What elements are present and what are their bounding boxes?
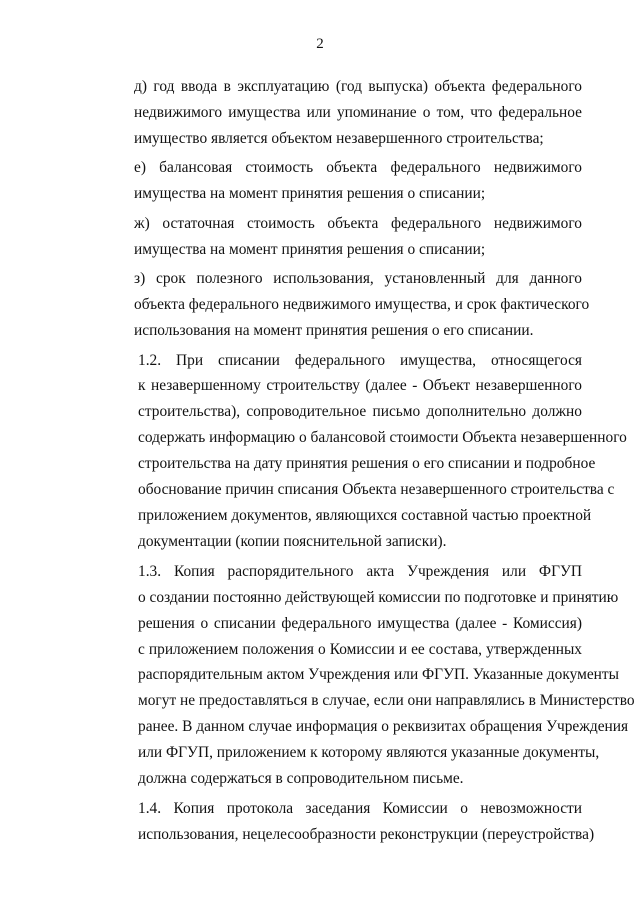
text-line: 1.2. При списании федерального имущества, относящегося	[138, 351, 582, 369]
paragraph-item-z	[90, 266, 590, 344]
paragraph-section-1-4	[90, 796, 595, 848]
text-line: строительства на дату принятия решения о его списании и подробное	[138, 455, 596, 473]
text-line: или ФГУП, приложением к которому являются указанные документы,	[138, 744, 600, 762]
text-line: имущества на момент принятия решения о списании;	[134, 185, 486, 203]
text-line: могут не предоставляться в случае, если они направлялись в Министерство	[138, 692, 635, 710]
text-line: 1.4. Копия протокола заседания Комиссии о невозможности	[138, 799, 582, 817]
paragraph-section-1-3	[90, 559, 635, 793]
text-line: распорядительным актом Учреждения или ФГУП. Указанные документы	[138, 666, 619, 684]
text-line: недвижимого имущества или упоминание о том, что федеральное	[134, 103, 582, 121]
text-line: к незавершенному строительству (далее - Объект незавершенного	[138, 377, 582, 395]
text-line: ж) остаточная стоимость объекта федерального недвижимого	[134, 214, 582, 232]
text-line: е) балансовая стоимость объекта федерального недвижимого	[134, 159, 582, 177]
text-line: имущества на момент принятия решения о списании;	[134, 240, 486, 258]
text-line: ранее. В данном случае информация о реквизитах обращения Учреждения	[138, 718, 629, 736]
text-line: 1.3. Копия распорядительного акта Учреждения или ФГУП	[138, 562, 582, 580]
page-number: 2	[316, 36, 324, 52]
text-line: с приложением положения о Комиссии и ее состава, утвержденных	[138, 640, 582, 658]
text-line: д) год ввода в эксплуатацию (год выпуска) объекта федерального	[134, 78, 582, 95]
text-line: использования на момент принятия решения о его списании.	[134, 322, 534, 340]
text-line: документации (копии пояснительной записки).	[138, 533, 447, 551]
paragraph-item-d	[90, 74, 582, 152]
paragraph-item-zh	[90, 211, 582, 263]
paragraph-section-1-2	[90, 348, 627, 556]
text-line: содержать информацию о балансовой стоимости Объекта незавершенного	[138, 429, 627, 447]
document-body	[90, 74, 635, 851]
text-line: использования, нецелесообразности реконструкции (переустройства)	[138, 825, 595, 843]
text-line: решения о списании федерального имущества (далее - Комиссия)	[138, 614, 582, 632]
paragraph-item-e	[90, 155, 582, 207]
text-line: обоснование причин списания Объекта незавершенного строительства с	[138, 481, 615, 499]
text-line: строительства), сопроводительное письмо дополнительно должно	[138, 403, 582, 421]
text-line: должна содержаться в сопроводительном письме.	[138, 770, 464, 788]
text-line: з) срок полезного использования, установленный для данного	[134, 270, 582, 288]
text-line: объекта федерального недвижимого имущества, и срок фактического	[134, 296, 590, 314]
text-line: приложением документов, являющихся составной частью проектной	[138, 507, 592, 525]
text-line: имущество является объектом незавершенного строительства;	[134, 129, 544, 147]
text-line: о создании постоянно действующей комиссии по подготовке и принятию	[138, 588, 619, 606]
